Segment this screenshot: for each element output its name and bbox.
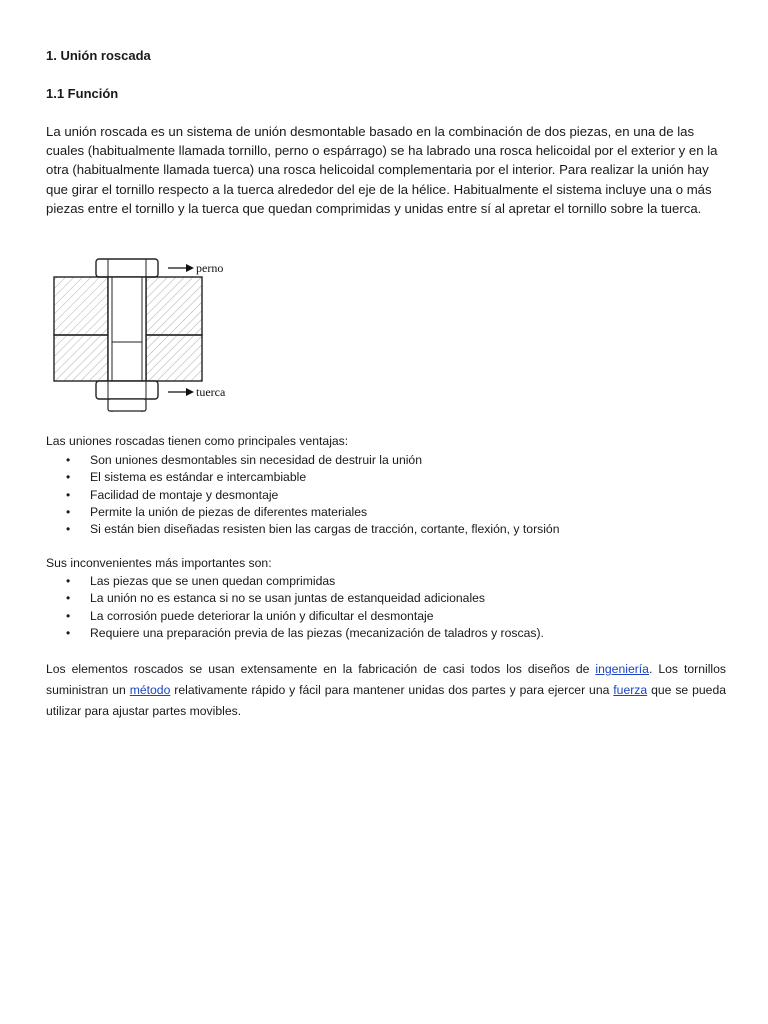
bolt-joint-diagram (46, 254, 286, 416)
list-item: • Son uniones desmontables sin necesidad de destruir la unión (66, 453, 422, 467)
list-item: • Las piezas que se unen quedan comprimidas (66, 574, 336, 588)
advantages-intro: Las uniones roscadas tienen como principales ventajas: (46, 434, 349, 448)
link-fuerza[interactable]: fuerza (613, 683, 648, 697)
subsection-heading: 1.1 Función (46, 86, 119, 101)
intro-paragraph: La unión roscada es un sistema de unión desmontable basado en la combinación de dos piezas, en una de las cuales (habitualmente llamada tornillo, perno o espárrago) se ha labrado una rosca helicoidal por el exterior y en la otra (habitualmente llamada tuerca) una rosca helicoidal complementaria por el interior. Para realizar la unión hay que girar el tornillo respecto a la tuerca alrededor del eje de la hélice. Habitualmente el sistema incluye una o más piezas entre el tornillo y la tuerca que quedan comprimidas y unidas entre sí al apretar el tornillo sobre la tuerca. (46, 124, 718, 216)
list-item: • La unión no es estanca si no se usan juntas de estanqueidad adicionales (66, 591, 486, 606)
list-item: • Facilidad de montaje y desmontaje (66, 487, 279, 502)
bolt-label (168, 261, 223, 275)
nut-label (168, 385, 226, 399)
list-item: • El sistema es estándar e intercambiable (66, 470, 307, 485)
advantages-list (62, 452, 559, 538)
svg-text:perno: perno (196, 261, 224, 275)
link-metodo[interactable]: método (129, 683, 171, 697)
list-item: • Si están bien diseñadas resisten bien las cargas de tracción, cortante, flexión, y torsión (66, 522, 560, 537)
list-item: • Permite la unión de piezas de diferentes materiales (66, 504, 368, 519)
list-item: • La corrosión puede deteriorar la unión y dificultar el desmontaje (66, 608, 434, 623)
list-item: • Requiere una preparación previa de las piezas (mecanización de taladros y roscas). (66, 625, 544, 640)
disadvantages-list (62, 573, 544, 642)
disadvantages-intro: Sus inconvenientes más importantes son: (46, 556, 272, 570)
nut (96, 381, 158, 411)
closing-paragraph: Los elementos roscados se usan extensamente en la fabricación de casi todos los diseños de ingeniería. Los tornillos suministran un método relativamente rápido y fácil para mantener unidas dos partes y para ejercer una fuerza que se pueda utilizar para ajustar partes movibles. (46, 662, 726, 718)
svg-text:tuerca: tuerca (196, 385, 226, 399)
section-heading: 1. Unión roscada (46, 48, 151, 63)
bolt-head (96, 259, 158, 277)
link-ingenieria[interactable]: ingeniería (595, 662, 649, 676)
